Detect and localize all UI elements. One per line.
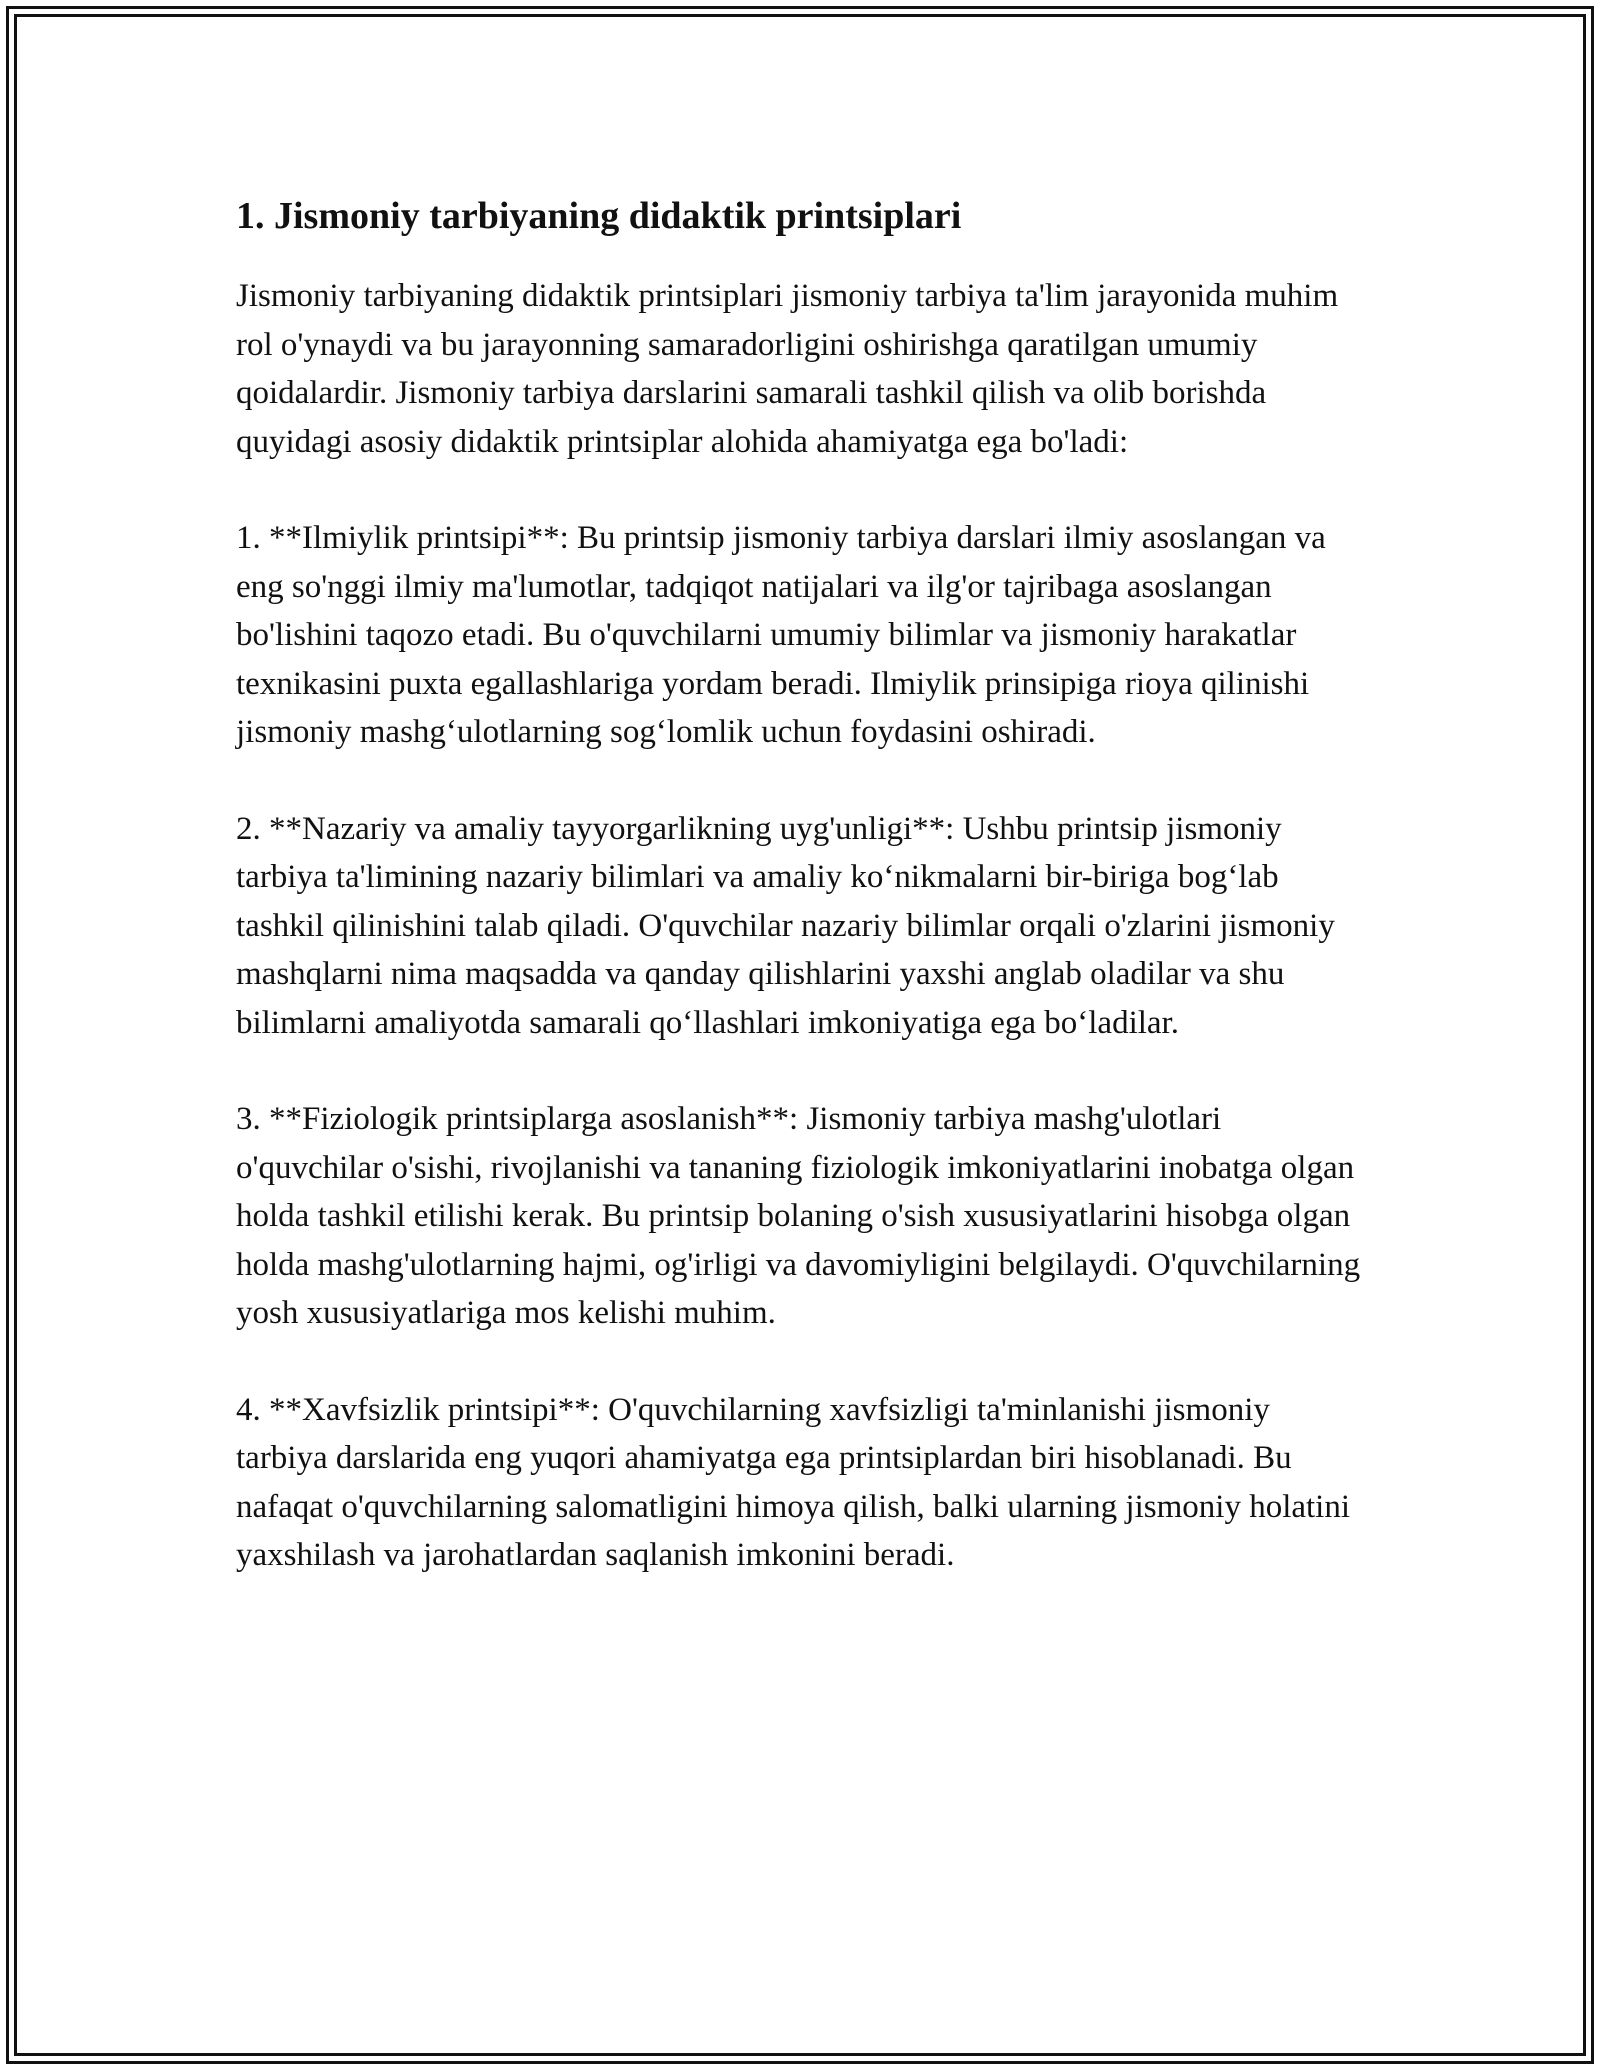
section-title: 1. Jismoniy tarbiyaning didaktik printsiplari — [236, 195, 962, 237]
document-body — [236, 186, 1366, 1628]
principle-paragraph-4: 4. **Xavfsizlik printsipi**: O'quvchilarning xavfsizligi ta'minlanishi jismoniy tarbiya darslarida eng yuqori ahamiyatga ega printsiplardan biri hisoblanadi. Bu nafaqat o'quvchilarning salomatligini himoya qilish, balki ularning jismoniy holatini yaxshilash va jarohatlardan saqlanish imkonini beradi. — [236, 1391, 1351, 1573]
intro-paragraph: Jismoniy tarbiyaning didaktik printsiplari jismoniy tarbiya ta'lim jarayonida muhim rol o'ynaydi va bu jarayonning samaradorligini oshirishga qaratilgan umumiy qoidalardir. Jismoniy tarbiya darslarini samarali tashkil qilish va olib borishda quyidagi asosiy didaktik printsiplar alohida ahamiyatga ega bo'ladi: — [236, 278, 1339, 460]
principle-paragraph-1: 1. **Ilmiylik printsipi**: Bu printsip jismoniy tarbiya darslari ilmiy asoslangan va eng so'nggi ilmiy ma'lumotlar, tadqiqot natijalari va ilg'or tajribaga asoslangan bo'lishini taqozo etadi. Bu o'quvchilarni umumiy bilimlar va jismoniy harakatlar texnikasini puxta egallashlariga yordam beradi. Ilmiylik prinsipiga rioya qilinishi jismoniy mashg‘ulotlarning sog‘lomlik uchun foydasini oshiradi. — [236, 520, 1326, 750]
principle-paragraph-2: 2. **Nazariy va amaliy tayyorgarlikning uyg'unligi**: Ushbu printsip jismoniy tarbiya ta'limining nazariy bilimlari va amaliy ko‘nikmalarni bir-biriga bog‘lab tashkil qilinishini talab qiladi. O'quvchilar nazariy bilimlar orqali o'zlarini jismoniy mashqlarni nima maqsadda va qanday qilishlarini yaxshi anglab oladilar va shu bilimlarni amaliyotda samarali qo‘llashlari imkoniyatiga ega bo‘ladilar. — [236, 810, 1335, 1041]
principle-paragraph-3: 3. **Fiziologik printsiplarga asoslanish**: Jismoniy tarbiya mashg'ulotlari o'quvchilar o'sishi, rivojlanishi va tananing fiziologik imkoniyatlarini inobatga olgan holda tashkil etilishi kerak. Bu printsip bolaning o'sish xususiyatlarini hisobga olgan holda mashg'ulotlarning hajmi, og'irligi va davomiyligini belgilaydi. O'quvchilarning yosh xususiyatlariga mos kelishi muhim. — [236, 1101, 1361, 1331]
